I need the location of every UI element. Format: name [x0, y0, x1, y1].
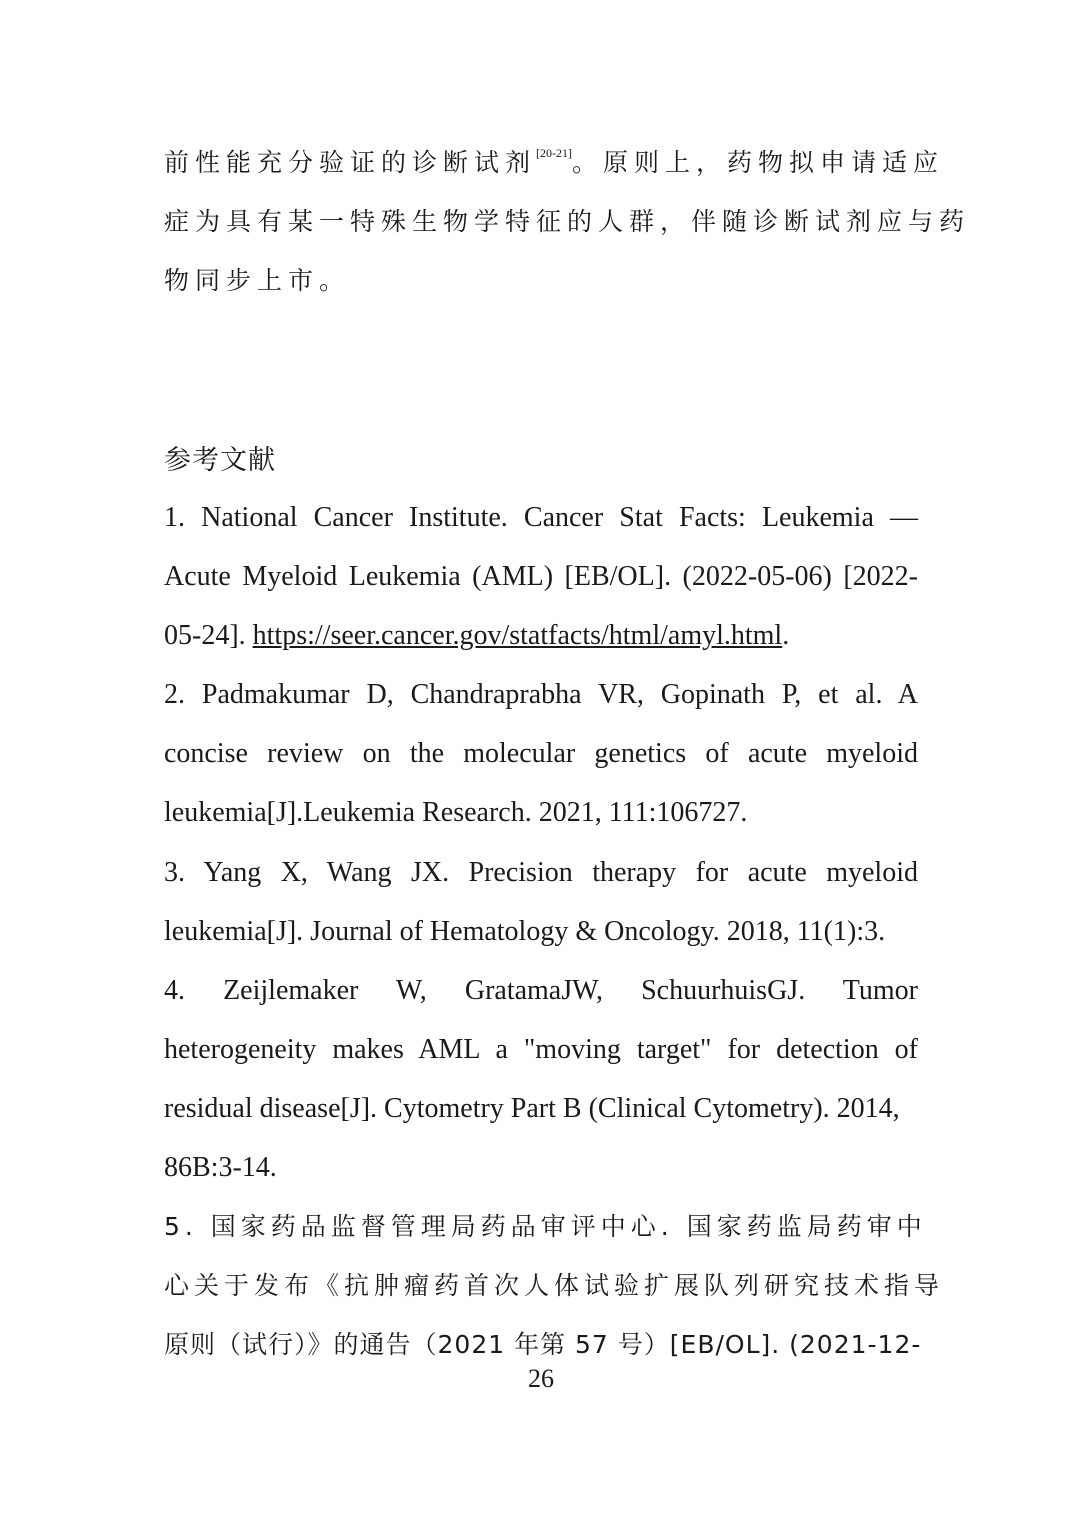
page-number: 26 — [528, 1364, 554, 1393]
ref-5-line-2: 心关于发布《抗肿瘤药首次人体试验扩展队列研究技术指导 — [164, 1271, 945, 1300]
ref-4-line-4: 86B:3-14. — [164, 1152, 277, 1183]
ref-1-link[interactable]: https://seer.cancer.gov/statfacts/html/amyl.html — [252, 620, 783, 651]
ref-1-line-3 — [164, 618, 918, 654]
ref-2-line-1: 2. Padmakumar D, Chandraprabha VR, Gopinath P, et al. A — [164, 679, 918, 710]
ref-5-line-3: 原则（试行）》的通告（2021 年第 57 号）[EB/OL]. (2021-12- — [164, 1330, 922, 1359]
ref-4-line-1: 4. Zeijlemaker W, GratamaJW, SchuurhuisGJ. Tumor — [164, 975, 918, 1006]
ref-1-line-3-text: 05-24]. — [164, 620, 253, 651]
ref-4-line-3: residual disease[J]. Cytometry Part B (Clinical Cytometry). 2014, — [164, 1093, 900, 1124]
intro-line-1-text: 前性能充分验证的诊断试剂 — [164, 148, 537, 177]
citation-superscript: [20-21] — [536, 146, 573, 160]
ref-3-line-2: leukemia[J]. Journal of Hematology & Oncology. 2018, 11(1):3. — [164, 916, 886, 947]
ref-1-line-3-tail: . — [782, 620, 790, 651]
ref-1-line-2: Acute Myeloid Leukemia (AML) [EB/OL]. (2022-05-06) [2022- — [164, 561, 918, 592]
intro-line-1 — [164, 143, 945, 179]
intro-line-1-tail: 。原则上，药物拟申请适应 — [572, 148, 945, 177]
ref-2-line-3: leukemia[J].Leukemia Research. 2021, 111:106727. — [164, 797, 748, 828]
ref-2-line-2: concise review on the molecular genetics of acute myeloid — [164, 738, 918, 769]
references-heading: 参考文献 — [164, 445, 276, 476]
ref-1-line-1: 1. National Cancer Institute. Cancer Stat Facts: Leukemia — — [164, 502, 918, 533]
intro-line-2: 症为具有某一特殊生物学特征的人群，伴随诊断试剂应与药 — [164, 207, 971, 236]
intro-line-3: 物同步上市。 — [164, 266, 351, 295]
ref-3-line-1: 3. Yang X, Wang JX. Precision therapy for acute myeloid — [164, 857, 918, 888]
ref-5-line-1: 5. 国家药品监督管理局药品审评中心. 国家药监局药审中 — [164, 1212, 927, 1241]
ref-4-line-2: heterogeneity makes AML a "moving target" for detection of — [164, 1034, 918, 1065]
